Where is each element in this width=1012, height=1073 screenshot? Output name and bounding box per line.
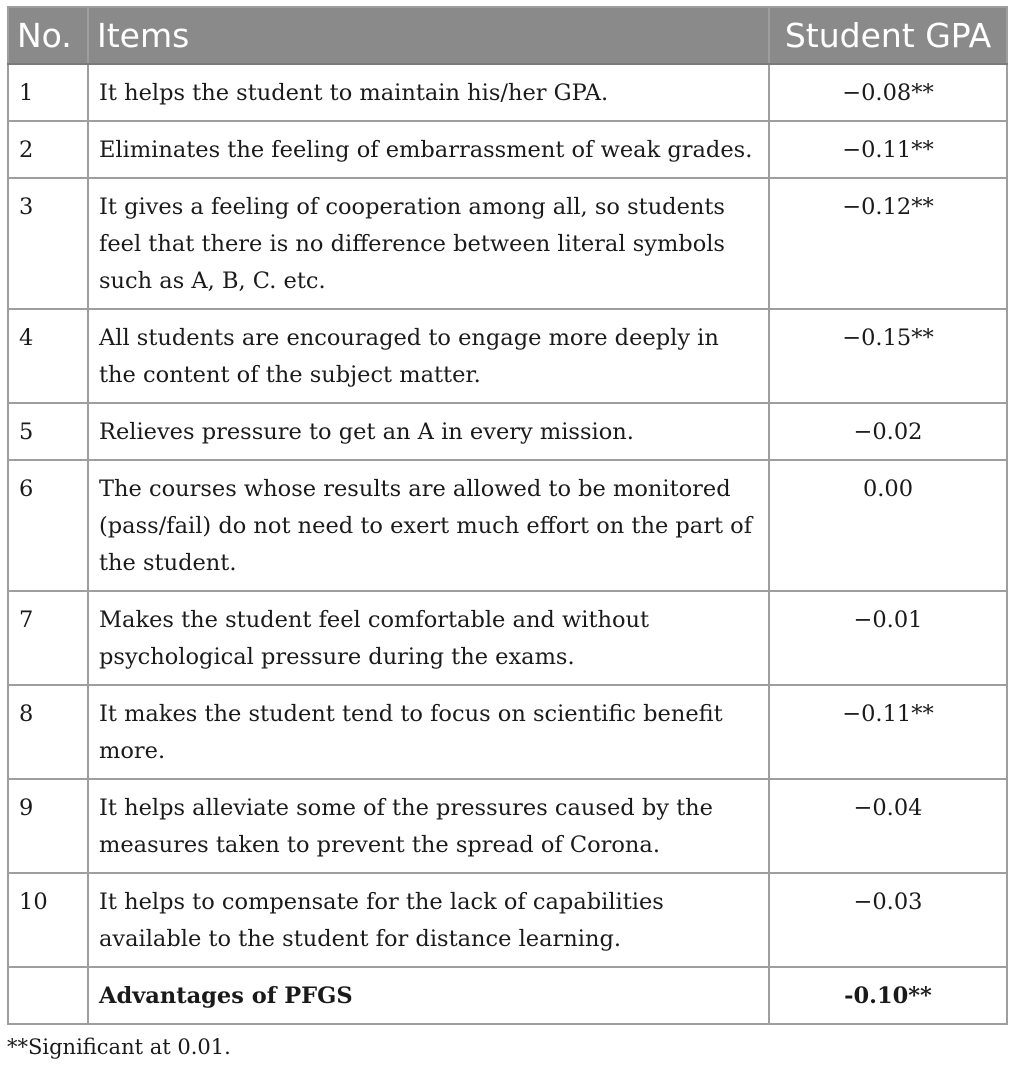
row-item: It helps the student to maintain his/her GPA. <box>88 64 769 121</box>
row-number: 5 <box>8 403 88 460</box>
row-item: It gives a feeling of cooperation among all, so students feel that there is no difference between literal symbols such as A, B, C. etc. <box>88 178 769 309</box>
row-item: Relieves pressure to get an A in every mission. <box>88 403 769 460</box>
row-gpa: −0.11** <box>769 685 1007 779</box>
row-item: All students are encouraged to engage more deeply in the content of the subject matter. <box>88 309 769 403</box>
row-number: 1 <box>8 64 88 121</box>
row-number: 2 <box>8 121 88 178</box>
row-number: 8 <box>8 685 88 779</box>
row-number: 3 <box>8 178 88 309</box>
row-number: 9 <box>8 779 88 873</box>
row-number: 10 <box>8 873 88 967</box>
total-row <box>8 967 1007 1024</box>
row-item: It helps to compensate for the lack of capabilities available to the student for distance learning. <box>88 873 769 967</box>
table-row <box>8 460 1007 591</box>
row-gpa: −0.11** <box>769 121 1007 178</box>
row-number: 4 <box>8 309 88 403</box>
header-items: Items <box>88 7 769 64</box>
row-gpa: −0.03 <box>769 873 1007 967</box>
correlation-table-container <box>7 6 1006 1025</box>
row-number: 6 <box>8 460 88 591</box>
header-student-gpa: Student GPA <box>769 7 1007 64</box>
footnote: **Significant at 0.01. <box>7 1035 231 1059</box>
total-label: Advantages of PFGS <box>88 967 769 1024</box>
header-no: No. <box>8 7 88 64</box>
row-gpa: 0.00 <box>769 460 1007 591</box>
row-item: The courses whose results are allowed to be monitored (pass/fail) do not need to exert much effort on the part of the student. <box>88 460 769 591</box>
row-gpa: −0.12** <box>769 178 1007 309</box>
row-gpa: −0.15** <box>769 309 1007 403</box>
row-item: Eliminates the feeling of embarrassment of weak grades. <box>88 121 769 178</box>
row-item: It helps alleviate some of the pressures caused by the measures taken to prevent the spread of Corona. <box>88 779 769 873</box>
table-row <box>8 64 1007 121</box>
row-gpa: −0.04 <box>769 779 1007 873</box>
row-item: Makes the student feel comfortable and without psychological pressure during the exams. <box>88 591 769 685</box>
table-row <box>8 403 1007 460</box>
row-item: It makes the student tend to focus on scientific benefit more. <box>88 685 769 779</box>
table-row <box>8 591 1007 685</box>
total-gpa: -0.10** <box>769 967 1007 1024</box>
row-gpa: −0.08** <box>769 64 1007 121</box>
table-header-row <box>8 7 1007 64</box>
row-gpa: −0.01 <box>769 591 1007 685</box>
total-number <box>8 967 88 1024</box>
row-gpa: −0.02 <box>769 403 1007 460</box>
row-number: 7 <box>8 591 88 685</box>
table-row <box>8 309 1007 403</box>
table-row <box>8 178 1007 309</box>
correlation-table <box>7 6 1008 1025</box>
table-row <box>8 873 1007 967</box>
table-row <box>8 121 1007 178</box>
table-row <box>8 779 1007 873</box>
table-row <box>8 685 1007 779</box>
